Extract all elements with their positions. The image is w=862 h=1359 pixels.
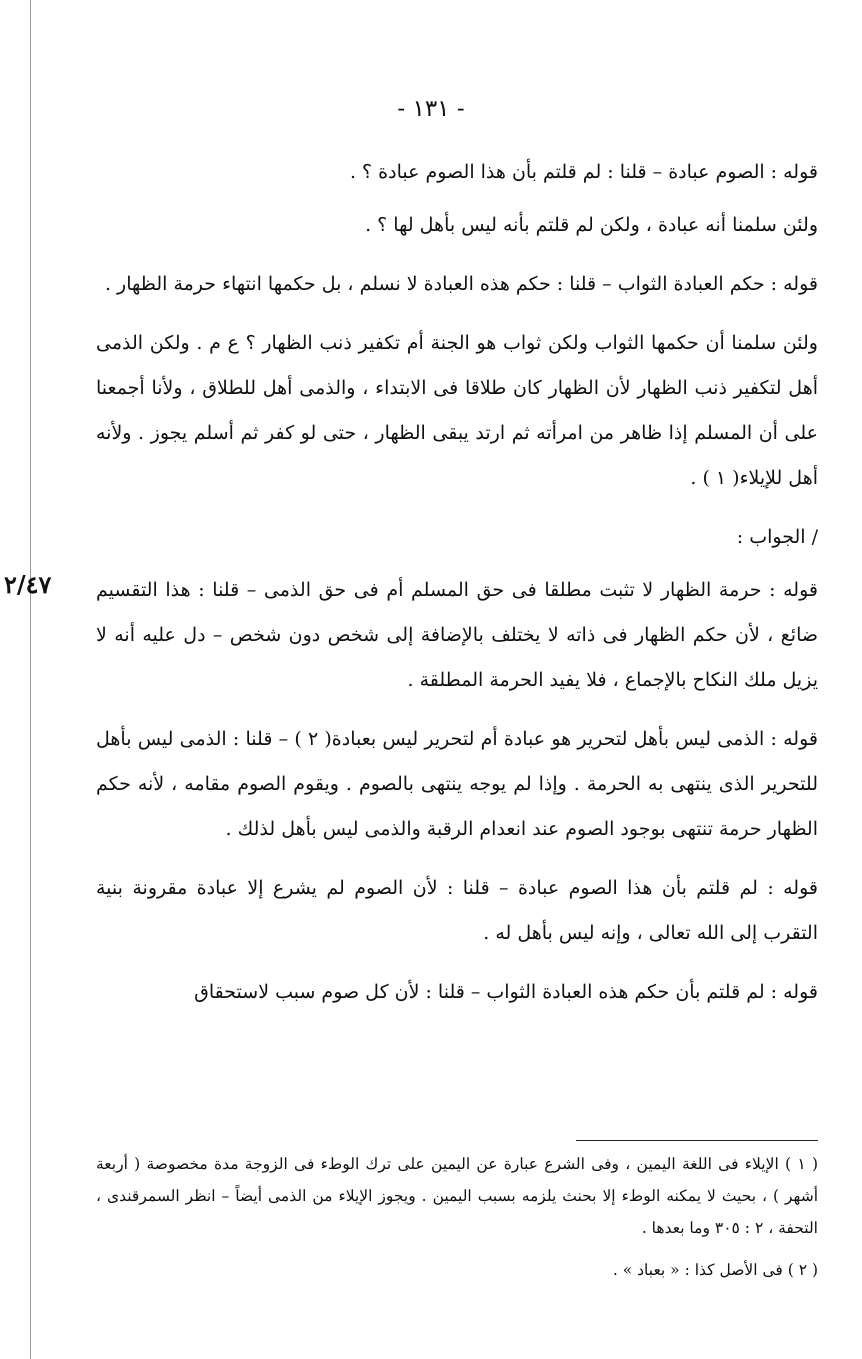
footnote-divider [576, 1140, 818, 1141]
main-text [96, 150, 818, 1029]
paragraph-1: قوله : الصوم عبادة – قلنا : لم قلتم بأن هذا الصوم عبادة ؟ . [349, 161, 818, 183]
paragraph-8: قوله : لم قلتم بأن حكم هذه العبادة الثواب – قلنا : لأن كل صوم سبب لاستحقاق [194, 981, 818, 1003]
footnote-1: ( ١ ) الإيلاء فى اللغة اليمين ، وفى الشرع عبارة عن اليمين على ترك الوطء فى الزوجة مدة مخصوصة ( أربعة أشهر ) ، بحيث لا يمكنه الوطء إلا بحنث يلزمه بسبب اليمين . ويجوز الإيلاء من الذمى أيضاً – انظر السمرقندى ، التحفة ، ٢ : ٣٠٥ وما بعدها . [96, 1155, 818, 1237]
paragraph-5: قوله : حرمة الظهار لا تثبت مطلقا فى حق المسلم أم فى حق الذمى – قلنا : هذا التقسيم ضائع ، لأن حكم الظهار فى ذاته لا يختلف بالإضافة إلى شخص دون شخص – دل عليه أنه لا يزيل ملك النكاح بالإجماع ، فلا يفيد الحرمة المطلقة . [96, 579, 818, 691]
paragraph-4: ولئن سلمنا أن حكمها الثواب ولكن ثواب هو الجنة أم تكفير ذنب الظهار ؟ ع م . ولكن الذمى أهل لتكفير ذنب الظهار لأن الظهار كان طلاقا فى الابتداء ، والذمى أهل للطلاق ، ولأنا أجمعنا على أن المسلم إذا ظاهر من امرأته ثم ارتد يبقى الظهار ، حتى لو كفر ثم أسلم يجوز . ولأنه أهل للإيلاء( ١ ) . [96, 332, 818, 489]
margin-folio-note: ٢/٤٧ [4, 570, 52, 599]
paragraph-3: قوله : حكم العبادة الثواب – قلنا : حكم هذه العبادة لا نسلم ، بل حكمها انتهاء حرمة الظهار . [104, 273, 818, 295]
paragraph-2: ولئن سلمنا أنه عبادة ، ولكن لم قلتم بأنه ليس بأهل لها ؟ . [365, 214, 818, 236]
footnote-2: ( ٢ ) فى الأصل كذا : « بعباد » . [612, 1261, 818, 1279]
paragraph-7: قوله : لم قلتم بأن هذا الصوم عبادة – قلنا : لأن الصوم لم يشرع إلا عبادة مقرونة بنية التقرب إلى الله تعالى ، وإنه ليس بأهل له . [96, 877, 818, 944]
footnotes [96, 1148, 818, 1296]
page-edge-line [30, 0, 31, 1359]
paragraph-6: قوله : الذمى ليس بأهل لتحرير هو عبادة أم لتحرير ليس بعبادة( ٢ ) – قلنا : الذمى ليس بأهل للتحرير الذى ينتهى به الحرمة . وإذا لم يوجه ينتهى بالصوم . ويقوم الصوم مقامه ، لأنه حكم الظهار حرمة تنتهى بوجود الصوم عند انعدام الرقبة والذمى ليس بأهل لذلك . [96, 728, 818, 840]
page-number: - ١٣١ - [397, 96, 465, 122]
paragraph-answer-heading: / الجواب : [736, 526, 818, 548]
